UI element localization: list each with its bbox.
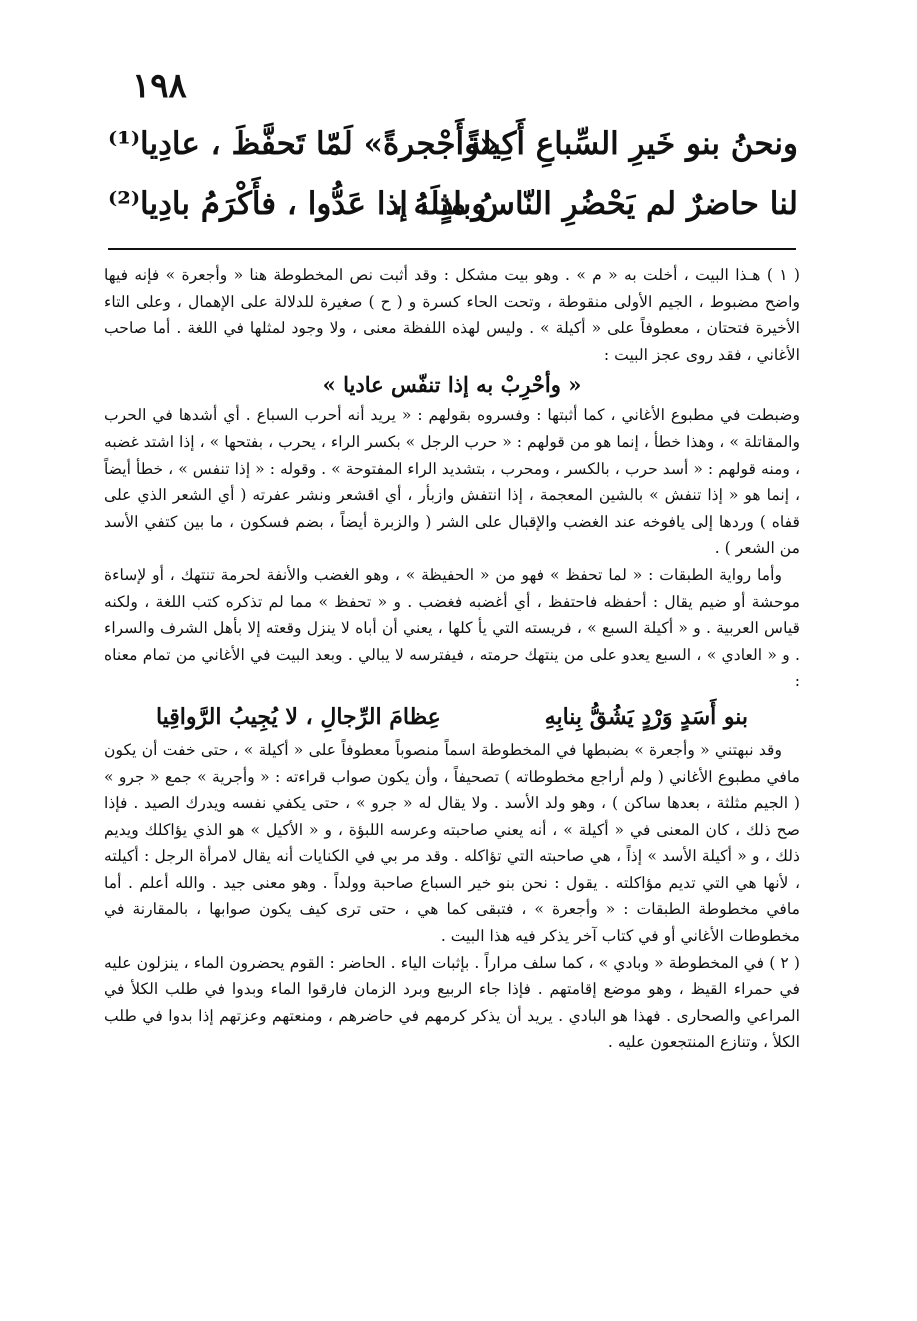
footnote-1-quoted-verse: « وأحْرِبْ به إذا تنفّس عاديا »	[322, 372, 582, 398]
poem-verse-1	[108, 126, 798, 176]
footnote-1-paragraph-2: وضبطت في مطبوع الأغاني ، كما أثبتها : وفسروه بقولهم : « يريد أنه أحرب السباع . أي أشدها في الحرب والمقاتلة » ، وهذا خطأ ، إنما هو من قولهم : « حرب الرجل » بكسر الراء ، يحرب ، بفتحها » ، إذا اشتد غضبه ، ومنه قولهم : « أسد حرب ، بالكسر ، ومحرب ، بتشديد الراء المفتوحة » . وقوله : « إذا تنفس » ، خطأ أيضاً ، إنما هو « إذا تنفش » بالشين المعجمة ، إذا انتفش وازبأر ، أي اقشعر ونشر عفرته ( أي الشعر الذي على قفاه ) وردها إلى يافوخه عند الغضب والإقبال على الشر ( والزبرة أيضاً ، بضم فسكون ، ما بين كتفي الأسد من الشعر ) .	[104, 406, 800, 558]
verse-1-first-hemistich: ونحنُ بنو خَيرِ السِّباعِ أَكِيلةً	[465, 126, 798, 162]
footnote-1-intro: ( ١ ) هـذا البيت ، أخلت به « م » . وهو بيت مشكل : وقد أثبت نص المخطوطة هنا « وأجعرة » فإنه فيها واضح مضبوط ، الجيم الأولى منقوطة ، وتحت الحاء كسرة و ( ح ) صغيرة للدلالة على الإهمال ، وعلى التاء الأخيرة فتحتان ، معطوفاً على « أكيلة » . وليس لهذه اللفظة معنى ، ولا وجود لمثلها في اللغة . أما صاحب الأغاني ، فقد روى عجز البيت :	[104, 266, 801, 364]
page-number: ١٩٨	[132, 66, 187, 106]
footnote-1-paragraph-4: وقد نبهتني « وأجعرة » بضبطها في المخطوطة اسماً منصوباً معطوفاً على « أكيلة » ، حتى خفت أن يكون مافي مطبوع الأغاني ( ولم أراجع مخطوطاته ) تصحيفاً ، وأن يكون صواب قراءته : « وأجرية » جمع « جرو » ( الجيم مثلثة ، بعدها ساكن ) ، وهو ولد الأسد . ولا يقال له « جرو » ، حتى يكفي نفسه ويدرك الصيد . فإذا صح ذلك ، كان المعنى في « أكيلة » ، أنه يعني صاحبته وعرسه اللبؤة ، و « الأكيل » هو الذي يؤاكلك ويديم ذلك ، و « أكيلة الأسد » إذاً ، هي صاحبته التي تؤاكله . وقد مر بي في الكنايات أنه يقال لامرأة الرجل : أكيلته ، لأنها هي التي تديم مؤاكلته . يقول : نحن بنو خير السباع صاحبة وولداً . وهو معنى جيد . والله أعلم . أما مافي مخطوطة الطبقات : « وأجعرة » ، فتبقى كما هي ، حتى ترى كيف يكون صوابها ، بالمقارنة في مخطوطات الأغاني أو في كتاب آخر يذكر فيه هذا البيت .	[104, 740, 800, 946]
footnote-2: ( ٢ ) في المخطوطة « وبادي » ، كما سلف مراراً . بإثبات الياء . الحاضر : القوم يحضرون الماء ، ينزلون عليه في حمراء القيظ ، وهو موضع إقامتهم . فإذا جاء الربيع وبرد الزمان فارقوا الماء وبدوا في طلب الكلأ في المراعي والصحارى . فهذا هو البادي . يريد أن يذكر كرمهم في حاضرهم ، ومنعتهم وعزتهم إذا بدوا في طلب الكلأ ، وتنازع المنتجعون عليه .	[104, 953, 800, 1052]
footnote-1-verse-first-hemistich: بنو أَسَدٍ وَرْدٍ يَشُقُّ بِنابِهِ	[544, 703, 749, 730]
poem-verse-2	[108, 186, 798, 236]
verse-1-second-hemistich: «وأَجْجرةً» لَمّا تَحفَّظَ ، عادِيا⁽¹⁾	[108, 126, 499, 162]
footnote-1-paragraph-3: وأما رواية الطبقات : « لما تحفظ » فهو من « الحفيظة » ، وهو الغضب والأنفة لحرمة تنتهك ، أو لإساءة موحشة أو ضيم يقال : أحفظه فاحتفظ ، أي أغضبه فغضب . و « تحفظ » مما لم تذكره كتب اللغة ، ولكنه قياس العربية . و « أكيلة السبع » ، فريسته التي يأ كلها ، يعني أن أباه لا ينزل وقعته إلا بأهل الشرف والسراء . و « العادي » ، السبع يعدو على من ينتهك حرمته ، فيفترسه لا يبالي . وبعد البيت في الأغاني من تمام معناه :	[104, 565, 800, 691]
verse-2-second-hemistich: وبادٍ ، إذا عَدُّوا ، فأَكْرَمُ بادِيا⁽²⁾	[108, 186, 487, 222]
footnotes	[104, 262, 800, 1056]
verse-2-first-hemistich: لنا حاضرٌ لم يَحْضُرِ النّاسُ مثلَهُ ،	[392, 186, 798, 222]
footnote-1-verse	[104, 697, 800, 737]
footnote-1-verse-second-hemistich: عِظامَ الرِّجالِ ، لا يُجِيبُ الرَّواقِيا	[155, 703, 441, 730]
footnote-divider	[108, 248, 796, 250]
